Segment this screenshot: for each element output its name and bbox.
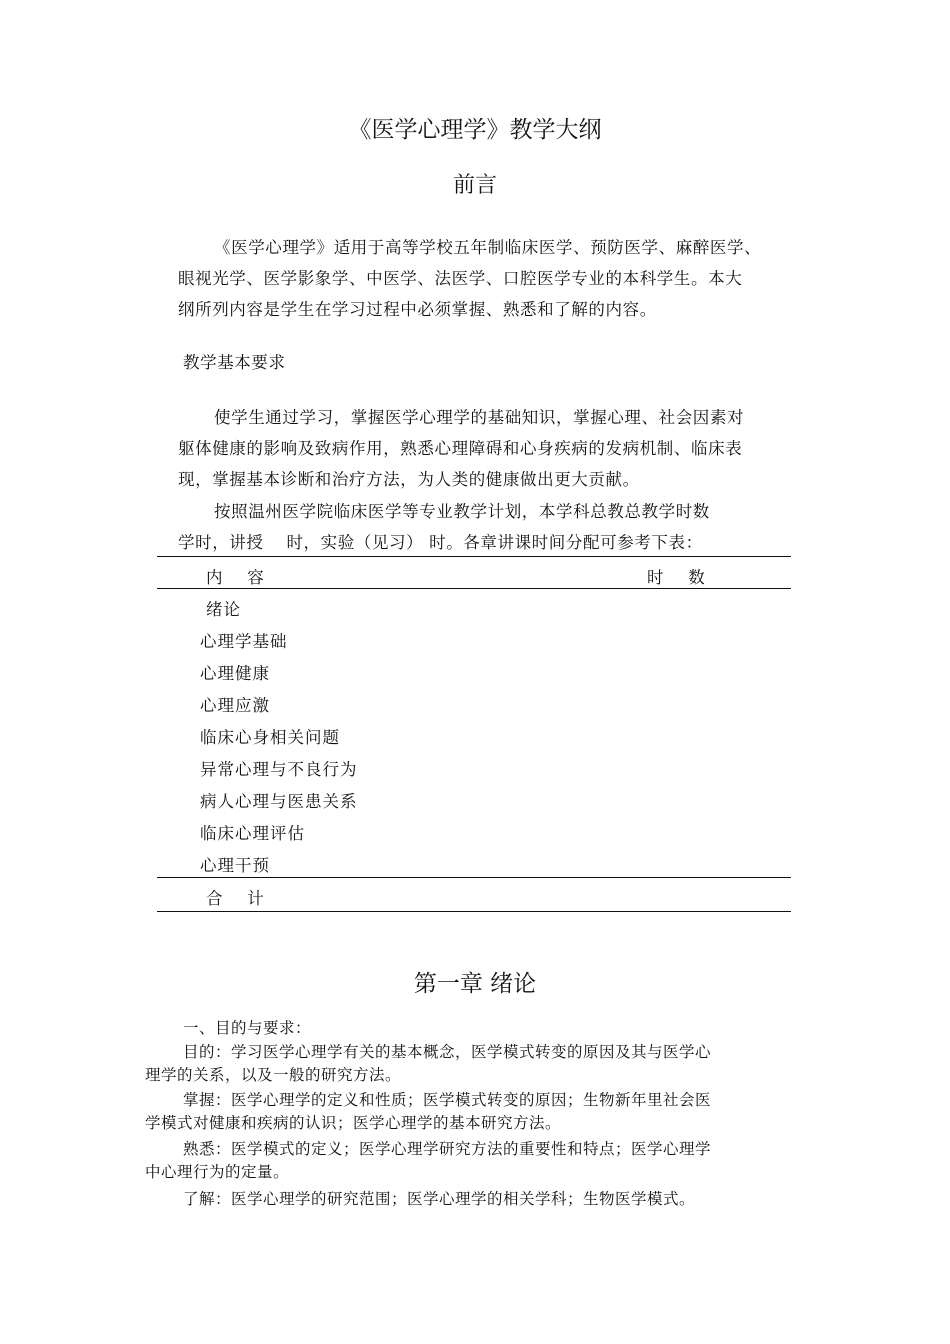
basic-line-3: 现，掌握基本诊断和治疗方法，为人类的健康做出更大贡献。	[178, 470, 640, 489]
chapter-line: 中心理行为的定量。	[145, 1163, 290, 1181]
table-row: 心理健康	[200, 664, 270, 683]
intro-line-2: 眼视光学、医学影象学、中医学、法医学、口腔医学专业的本科学生。本大	[178, 269, 743, 288]
plan-line-1: 按照温州医学院临床医学等专业教学计划，本学科总教总教学时数	[214, 502, 710, 521]
chapter-line: 掌握：医学心理学的定义和性质；医学模式转变的原因；生物新年里社会医	[183, 1091, 712, 1109]
chapter-title: 第一章 绪论	[413, 971, 537, 997]
table-row: 心理干预	[200, 856, 270, 875]
basic-line-1: 使学生通过学习，掌握医学心理学的基础知识，掌握心理、社会因素对	[214, 408, 745, 427]
basic-requirements-heading: 教学基本要求	[183, 353, 286, 372]
chapter-line: 熟悉：医学模式的定义；医学心理学研究方法的重要性和特点；医学心理学	[183, 1140, 712, 1158]
intro-line-3: 纲所列内容是学生在学习过程中必须掌握、熟悉和了解的内容。	[178, 300, 657, 319]
preface-heading: 前言	[452, 173, 497, 198]
chapter-line: 了解：医学心理学的研究范围；医学心理学的相关学科；生物医学模式。	[183, 1190, 696, 1208]
table-row: 临床心身相关问题	[200, 728, 340, 747]
document-title: 《医学心理学》教学大纲	[348, 117, 602, 143]
plan-line-2: 学时，讲授 时，实验（见习） 时。各章讲课时间分配可参考下表：	[178, 533, 703, 552]
chapter-line: 学模式对健康和疾病的认识；医学心理学的基本研究方法。	[145, 1114, 562, 1132]
table-row: 心理学基础	[200, 632, 288, 651]
chapter-line: 理学的关系，以及一般的研究方法。	[145, 1066, 402, 1084]
table-row: 绪论	[206, 600, 241, 619]
table-row: 病人心理与医患关系	[200, 792, 358, 811]
table-total-rule	[157, 877, 791, 878]
table-top-rule	[157, 556, 791, 557]
table-header-content: 内 容	[206, 568, 265, 587]
table-row: 临床心理评估	[200, 824, 305, 843]
basic-line-2: 躯体健康的影响及致病作用，熟悉心理障碍和心身疾病的发病机制、临床表	[178, 439, 743, 458]
chapter-line: 目的：学习医学心理学有关的基本概念，医学模式转变的原因及其与医学心	[183, 1043, 712, 1061]
table-row: 异常心理与不良行为	[200, 760, 358, 779]
intro-line-1: 《医学心理学》适用于高等学校五年制临床医学、预防医学、麻醉医学、	[214, 238, 762, 257]
table-row: 心理应激	[200, 696, 270, 715]
table-header-hours: 时 数	[647, 568, 706, 587]
table-bottom-rule	[157, 911, 791, 912]
table-header-rule	[157, 588, 791, 589]
table-total-label: 合 计	[206, 889, 265, 908]
section-heading: 一、目的与要求：	[183, 1019, 312, 1037]
